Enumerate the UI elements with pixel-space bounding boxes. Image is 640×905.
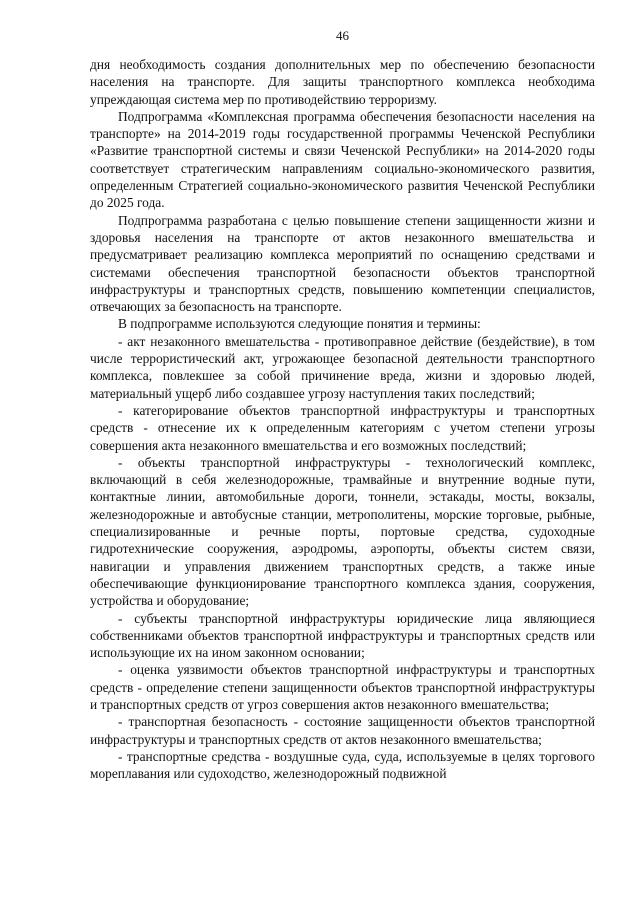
definition-item: - акт незаконного вмешательства - противоправное действие (бездействие), в том числе террористический акт, угрожающее безопасной деятельности транспортного комплекса, повлекшее за собой причинение вреда, жизни и здоровью людей, материальный ущерб либо создавшее угрозу наступления таких последствий;	[90, 333, 595, 401]
paragraph: Подпрограмма «Комплексная программа обеспечения безопасности населения на транспорте» на 2014-2019 годы государственной программы Чеченской Республики «Развитие транспортной системы и связи Чеченской Республики» на 2014-2020 годы соответствует стратегическим направлениям социально-экономического развития, определенным Стратегией социально-экономического развития Чеченской Республики до 2025 года.	[90, 108, 595, 211]
definition-item: - субъекты транспортной инфраструктуры юридические лица являющиеся собственниками объектов транспортной инфраструктуры и транспортных средств или использующие их на ином законном основании;	[90, 610, 595, 661]
definition-item: - объекты транспортной инфраструктуры - технологический комплекс, включающий в себя железнодорожные, трамвайные и внутренние водные пути, контактные линии, автомобильные дороги, тоннели, эстакады, мосты, вокзалы, железнодорожные и автобусные станции, метрополитены, морские торговые, рыбные, специализированные и речные порты, портовые средства, судоходные гидротехнические сооружения, аэродромы, аэропорты, объекты систем связи, навигации и управления движением транспортных средств, а также иные обеспечивающие функционирование транспортного комплекса здания, сооружения, устройства и оборудование;	[90, 454, 595, 609]
definition-item: - оценка уязвимости объектов транспортной инфраструктуры и транспортных средств - определение степени защищенности объектов транспортной инфраструктуры и транспортных средств от угроз совершения актов незаконного вмешательства;	[90, 662, 595, 712]
paragraph: В подпрограмме используются следующие понятия и термины:	[118, 316, 481, 332]
definition-item: - транспортная безопасность - состояние защищенности объектов транспортной инфраструктуры и транспортных средств от актов незаконного вмешательства;	[90, 714, 595, 747]
page-number: 46	[336, 28, 349, 43]
definition-item: - транспортные средства - воздушные суда, суда, используемые в целях торгового мореплавания или судоходство, железнодорожный подвижной	[90, 748, 595, 782]
definition-item: - категорирование объектов транспортной инфраструктуры и транспортных средств - отнесение их к определенным категориям с учетом степени угрозы совершения акта незаконного вмешательства и его возможных последствий;	[90, 402, 595, 453]
paragraph: дня необходимость создания дополнительных мер по обеспечению безопасности населения на транспорте. Для защиты транспортного комплекса необходима упреждающая система мер по противодействию терроризму.	[90, 57, 595, 107]
paragraph: Подпрограмма разработана с целью повышение степени защищенности жизни и здоровья населения на транспорте от актов незаконного вмешательства и предусматривает реализацию комплекса мероприятий по оснащению средствами и системами обеспечения транспортной безопасности объектов транспортной инфраструктуры и транспортных средств, повышению компетенции специалистов, отвечающих за безопасность на транспорте.	[90, 212, 595, 315]
document-page	[90, 28, 595, 782]
